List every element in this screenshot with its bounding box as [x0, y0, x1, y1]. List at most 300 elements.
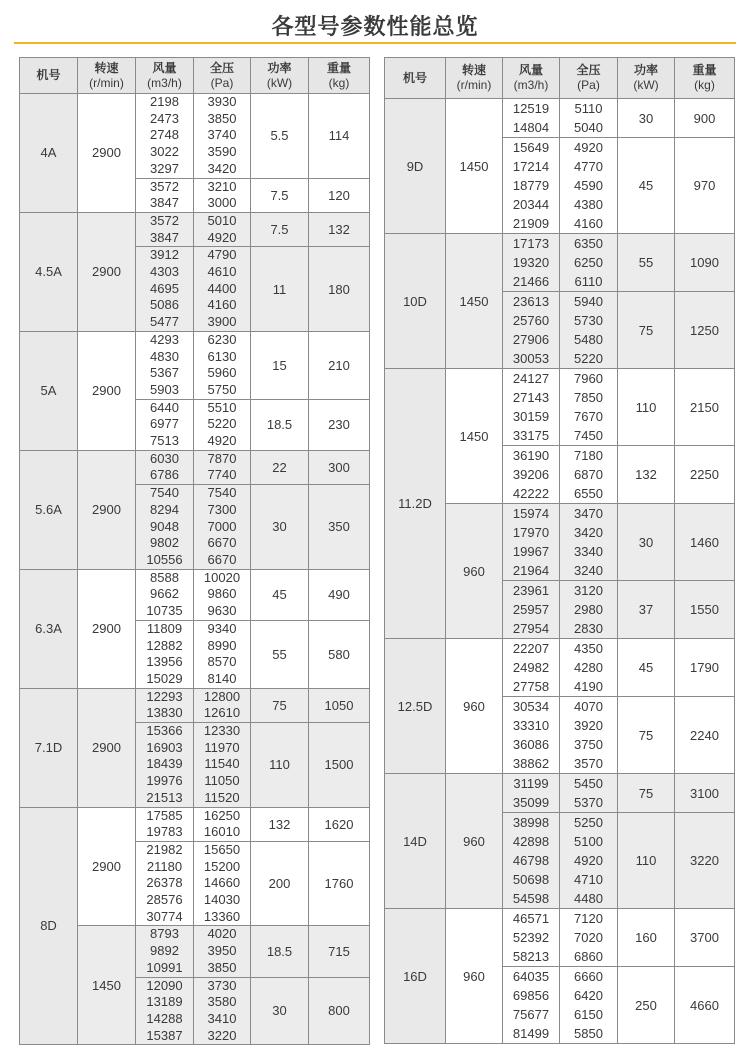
pressure-value: 3750 — [574, 737, 603, 752]
pressure-cell — [194, 247, 251, 332]
flow-value: 50698 — [512, 872, 550, 887]
flow-cell — [136, 178, 194, 212]
flow-value: 15649 — [512, 140, 550, 155]
pressure-value: 5100 — [574, 834, 603, 849]
speed-cell: 2900 — [78, 569, 136, 688]
pressure-value: 4790 — [207, 247, 237, 263]
flow-cell — [503, 581, 560, 639]
column-header — [251, 58, 309, 94]
pressure-value: 13360 — [203, 908, 241, 924]
flow-cell — [503, 813, 560, 909]
pressure-value: 3420 — [207, 160, 237, 176]
pressure-value: 14030 — [203, 892, 241, 908]
pressure-cell — [560, 504, 618, 581]
flow-value: 21982 — [146, 841, 183, 857]
pressure-value: 3580 — [207, 994, 237, 1010]
weight-cell: 1090 — [675, 234, 735, 292]
power-cell: 30 — [618, 99, 675, 138]
pressure-value: 8990 — [207, 637, 237, 653]
table-row — [385, 99, 735, 138]
pressure-value: 5940 — [574, 294, 603, 309]
speed-cell: 1450 — [446, 234, 503, 369]
power-cell: 7.5 — [251, 178, 309, 212]
flow-value: 19976 — [146, 773, 183, 789]
flow-cell — [503, 138, 560, 234]
flow-value: 33310 — [512, 718, 550, 733]
pressure-value: 3730 — [207, 977, 237, 993]
power-cell: 18.5 — [251, 399, 309, 450]
flow-value: 18439 — [146, 756, 183, 772]
flow-value: 69856 — [512, 988, 550, 1003]
pressure-value: 3240 — [574, 563, 603, 578]
pressure-value: 4190 — [574, 679, 603, 694]
flow-value: 2198 — [150, 94, 179, 109]
pressure-value: 6670 — [207, 551, 237, 567]
pressure-value: 5220 — [207, 416, 237, 432]
flow-value: 14288 — [146, 1010, 183, 1026]
flow-value: 2748 — [150, 127, 179, 143]
pressure-cell — [560, 697, 618, 774]
pressure-value: 5250 — [574, 815, 603, 830]
flow-value: 17214 — [512, 159, 550, 174]
flow-value: 11809 — [146, 620, 183, 636]
pressure-value: 5750 — [207, 381, 237, 397]
weight-cell: 2150 — [675, 369, 735, 446]
flow-cell — [136, 485, 194, 570]
table-row — [385, 234, 735, 292]
power-cell: 45 — [251, 569, 309, 620]
column-header — [446, 58, 503, 99]
pressure-value: 14660 — [203, 875, 241, 891]
pressure-value: 4350 — [574, 641, 603, 656]
pressure-cell — [194, 807, 251, 841]
pressure-value: 9630 — [207, 603, 237, 619]
column-header — [20, 58, 78, 94]
speed-cell: 960 — [446, 774, 503, 909]
power-cell: 250 — [618, 967, 675, 1044]
flow-value: 12882 — [146, 637, 183, 653]
flow-value: 14804 — [512, 120, 550, 135]
pressure-value: 7000 — [207, 518, 237, 534]
flow-cell — [136, 841, 194, 926]
pressure-cell — [560, 138, 618, 234]
flow-cell — [136, 926, 194, 977]
column-header-label: 转速 — [94, 60, 119, 75]
power-cell: 15 — [251, 331, 309, 399]
weight-cell: 715 — [309, 926, 370, 977]
power-cell: 7.5 — [251, 212, 309, 246]
model-cell: 8D — [20, 807, 78, 1045]
pressure-cell — [194, 178, 251, 212]
flow-cell — [136, 94, 194, 179]
pressure-cell — [194, 977, 251, 1045]
table-row — [20, 569, 370, 620]
flow-value: 28576 — [146, 892, 183, 908]
pressure-value: 7670 — [574, 409, 603, 424]
weight-cell: 210 — [309, 331, 370, 399]
speed-cell: 2900 — [78, 807, 136, 926]
flow-value: 22207 — [512, 641, 550, 656]
flow-value: 5477 — [150, 314, 179, 330]
pressure-value: 11520 — [204, 789, 240, 805]
flow-cell — [503, 369, 560, 446]
speed-cell: 960 — [446, 909, 503, 1044]
pressure-value: 4280 — [574, 660, 603, 675]
pressure-value: 3950 — [207, 943, 237, 959]
flow-value: 15974 — [512, 506, 550, 521]
pressure-value: 4920 — [574, 140, 603, 155]
column-header-unit: (r/min) — [89, 75, 124, 90]
pressure-value: 4590 — [574, 178, 603, 193]
power-cell: 75 — [618, 292, 675, 369]
flow-value: 17173 — [512, 236, 550, 251]
pressure-cell — [194, 212, 251, 246]
power-cell: 75 — [618, 774, 675, 813]
power-cell: 45 — [618, 138, 675, 234]
flow-value: 35099 — [512, 795, 550, 810]
weight-cell: 580 — [309, 620, 370, 688]
flow-value: 7513 — [150, 433, 179, 449]
flow-cell — [136, 247, 194, 332]
column-header-label: 风量 — [518, 63, 543, 77]
power-cell: 5.5 — [251, 94, 309, 179]
pressure-cell — [560, 99, 618, 138]
flow-cell — [503, 774, 560, 813]
flow-value: 46798 — [512, 853, 550, 868]
pressure-cell — [194, 620, 251, 688]
flow-value: 15387 — [146, 1027, 183, 1043]
column-header — [560, 58, 618, 99]
column-header — [136, 58, 194, 94]
pressure-value: 3570 — [574, 756, 603, 771]
flow-cell — [503, 639, 560, 697]
power-cell: 18.5 — [251, 926, 309, 977]
speed-cell: 1450 — [446, 99, 503, 234]
power-cell: 110 — [618, 813, 675, 909]
model-cell: 12.5D — [385, 639, 446, 774]
pressure-cell — [560, 581, 618, 639]
pressure-value: 7540 — [207, 485, 237, 501]
column-header-label: 全压 — [209, 60, 234, 75]
flow-value: 25957 — [512, 602, 550, 617]
flow-cell — [503, 99, 560, 138]
weight-cell: 2250 — [675, 446, 735, 504]
column-header — [78, 58, 136, 94]
pressure-value: 8140 — [207, 670, 237, 686]
header-row — [20, 58, 370, 94]
flow-value: 26378 — [146, 875, 183, 891]
flow-cell — [503, 292, 560, 369]
pressure-value: 3920 — [574, 718, 603, 733]
flow-value: 9048 — [150, 518, 179, 534]
table-row — [20, 807, 370, 841]
model-cell: 5A — [20, 331, 78, 450]
power-cell: 30 — [618, 504, 675, 581]
pressure-value: 5040 — [574, 120, 603, 135]
header-row — [385, 58, 735, 99]
pressure-value: 7960 — [574, 371, 603, 386]
flow-value: 15366 — [146, 723, 183, 739]
flow-value: 4303 — [150, 264, 179, 280]
weight-cell: 230 — [309, 399, 370, 450]
weight-cell: 132 — [309, 212, 370, 246]
pressure-value: 11050 — [204, 773, 240, 789]
power-cell: 110 — [618, 369, 675, 446]
pressure-value: 7870 — [207, 450, 237, 466]
flow-value: 33175 — [512, 428, 550, 443]
power-cell: 110 — [251, 723, 309, 808]
flow-value: 3572 — [150, 212, 179, 228]
model-cell: 10D — [385, 234, 446, 369]
pressure-value: 6250 — [574, 255, 603, 270]
column-header-label: 全压 — [576, 63, 601, 77]
weight-cell: 1050 — [309, 688, 370, 722]
flow-value: 12090 — [146, 977, 183, 993]
pressure-cell — [194, 841, 251, 926]
pressure-value: 9340 — [207, 620, 237, 636]
column-header-unit: (kg) — [694, 78, 715, 92]
pressure-cell — [560, 234, 618, 292]
pressure-value: 4160 — [574, 216, 603, 231]
power-cell: 30 — [251, 977, 309, 1045]
pressure-value: 7300 — [207, 501, 237, 517]
flow-value: 3912 — [150, 247, 179, 263]
pressure-value: 4070 — [574, 699, 603, 714]
table-body — [385, 99, 735, 1044]
pressure-cell — [560, 967, 618, 1044]
flow-value: 9892 — [150, 943, 179, 959]
column-header-label: 机号 — [36, 68, 61, 82]
pressure-value: 11540 — [204, 756, 240, 772]
pressure-value: 3220 — [207, 1027, 237, 1043]
flow-value: 19320 — [512, 255, 550, 270]
pressure-cell — [194, 450, 251, 484]
pressure-cell — [560, 813, 618, 909]
table-body — [20, 94, 370, 1045]
table-row — [385, 639, 735, 697]
speed-cell: 2900 — [78, 450, 136, 569]
flow-value: 12519 — [512, 101, 550, 116]
flow-cell — [136, 399, 194, 450]
weight-cell: 900 — [675, 99, 735, 138]
pressure-value: 9860 — [207, 586, 237, 602]
pressure-value: 3590 — [207, 144, 237, 160]
pressure-value: 16010 — [203, 824, 241, 840]
weight-cell: 3220 — [675, 813, 735, 909]
power-cell: 75 — [251, 688, 309, 722]
flow-value: 30159 — [512, 409, 550, 424]
flow-cell — [136, 807, 194, 841]
pressure-value: 5510 — [207, 399, 237, 415]
flow-value: 5086 — [150, 297, 179, 313]
pressure-value: 7450 — [574, 428, 603, 443]
weight-cell: 1460 — [675, 504, 735, 581]
weight-cell: 800 — [309, 977, 370, 1045]
flow-value: 75677 — [512, 1007, 550, 1022]
model-cell: 14D — [385, 774, 446, 909]
flow-value: 42898 — [512, 834, 550, 849]
flow-value: 6440 — [150, 399, 179, 415]
flow-value: 16903 — [146, 739, 183, 755]
model-cell: 4.5A — [20, 212, 78, 331]
pressure-cell — [560, 909, 618, 967]
pressure-value: 15650 — [203, 841, 241, 857]
flow-cell — [136, 688, 194, 722]
pressure-value: 3470 — [574, 506, 603, 521]
pressure-value: 7740 — [207, 467, 237, 483]
column-header — [675, 58, 735, 99]
flow-value: 21180 — [146, 858, 183, 874]
title-underline — [14, 42, 736, 44]
table-row — [20, 450, 370, 484]
weight-cell: 1550 — [675, 581, 735, 639]
model-cell: 4A — [20, 94, 78, 213]
speed-cell: 2900 — [78, 94, 136, 213]
flow-value: 81499 — [512, 1026, 550, 1041]
flow-cell — [136, 723, 194, 808]
flow-value: 12293 — [146, 688, 183, 704]
flow-value: 2473 — [150, 110, 179, 126]
column-header-unit: (Pa) — [210, 75, 234, 90]
flow-value: 27143 — [512, 390, 550, 405]
speed-cell: 2900 — [78, 212, 136, 331]
pressure-value: 5850 — [574, 1026, 603, 1041]
pressure-value: 7120 — [574, 911, 603, 926]
flow-value: 58213 — [512, 949, 550, 964]
weight-cell: 1760 — [309, 841, 370, 926]
column-header-label: 机号 — [402, 70, 427, 85]
column-header-unit: (m3/h) — [147, 75, 182, 90]
pressure-value: 3930 — [207, 94, 237, 109]
pressure-cell — [560, 446, 618, 504]
flow-value: 24982 — [512, 660, 550, 675]
power-cell: 55 — [251, 620, 309, 688]
pressure-value: 7180 — [574, 448, 603, 463]
flow-value: 18779 — [512, 178, 550, 193]
flow-value: 3297 — [150, 160, 179, 176]
pressure-value: 12800 — [203, 688, 241, 704]
pressure-cell — [194, 926, 251, 977]
column-header — [385, 58, 446, 99]
flow-value: 38998 — [512, 815, 550, 830]
column-header-unit: (r/min) — [456, 78, 492, 92]
power-cell: 37 — [618, 581, 675, 639]
weight-cell: 1500 — [309, 723, 370, 808]
pressure-value: 3850 — [207, 959, 237, 975]
power-cell: 55 — [618, 234, 675, 292]
flow-value: 10991 — [146, 959, 183, 975]
flow-value: 4830 — [150, 348, 179, 364]
weight-cell: 300 — [309, 450, 370, 484]
flow-cell — [503, 909, 560, 967]
speed-cell: 2900 — [78, 688, 136, 807]
flow-value: 3022 — [150, 144, 179, 160]
pressure-value: 15200 — [203, 858, 241, 874]
flow-value: 6786 — [150, 467, 179, 483]
pressure-value: 2830 — [574, 621, 603, 636]
flow-value: 36086 — [512, 737, 550, 752]
pressure-value: 10020 — [203, 569, 241, 585]
flow-value: 5903 — [150, 381, 179, 397]
pressure-value: 4770 — [574, 159, 603, 174]
pressure-cell — [194, 399, 251, 450]
pressure-cell — [560, 369, 618, 446]
pressure-value: 4400 — [207, 280, 237, 296]
pressure-cell — [194, 723, 251, 808]
flow-value: 30534 — [512, 699, 550, 714]
flow-cell — [136, 569, 194, 620]
pressure-value: 6350 — [574, 236, 603, 251]
pressure-value: 6110 — [574, 274, 603, 289]
pressure-value: 3340 — [574, 544, 603, 559]
column-header-unit: (Pa) — [577, 78, 600, 92]
flow-value: 3847 — [150, 195, 179, 211]
pressure-value: 4920 — [574, 853, 603, 868]
pressure-value: 4920 — [207, 433, 237, 449]
column-header-unit: (kg) — [328, 75, 350, 90]
pressure-cell — [194, 331, 251, 399]
flow-value: 17970 — [512, 525, 550, 540]
flow-value: 4293 — [150, 331, 179, 347]
flow-value: 46571 — [512, 911, 550, 926]
flow-value: 10735 — [146, 603, 183, 619]
table-row — [385, 774, 735, 813]
flow-value: 20344 — [512, 197, 550, 212]
spec-table-right — [384, 57, 735, 1044]
speed-cell: 2900 — [78, 331, 136, 450]
column-header-label: 转速 — [461, 63, 486, 77]
pressure-value: 3410 — [207, 1010, 237, 1026]
flow-value: 19783 — [146, 824, 183, 840]
flow-value: 25760 — [512, 313, 550, 328]
pressure-value: 4380 — [574, 197, 603, 212]
flow-value: 36190 — [512, 448, 550, 463]
pressure-value: 3850 — [207, 110, 237, 126]
flow-value: 19967 — [512, 544, 550, 559]
column-header-label: 风量 — [152, 60, 177, 75]
pressure-value: 4160 — [207, 297, 237, 313]
column-header-label: 重量 — [326, 60, 351, 75]
flow-value: 13956 — [146, 654, 183, 670]
weight-cell: 114 — [309, 94, 370, 179]
column-header-label: 功率 — [267, 60, 292, 75]
model-cell: 9D — [385, 99, 446, 234]
pressure-value: 5450 — [574, 776, 603, 791]
flow-value: 31199 — [513, 776, 549, 791]
flow-cell — [136, 977, 194, 1045]
flow-cell — [503, 697, 560, 774]
speed-cell: 1450 — [78, 926, 136, 1045]
pressure-value: 6150 — [574, 1007, 603, 1022]
page-title: 各型号参数性能总览 — [271, 15, 479, 40]
pressure-value: 4480 — [574, 891, 603, 906]
power-cell: 200 — [251, 841, 309, 926]
table-row — [20, 688, 370, 722]
pressure-value: 5110 — [574, 101, 603, 116]
pressure-value: 5960 — [207, 365, 237, 381]
flow-value: 4695 — [150, 280, 179, 296]
pressure-value: 3120 — [574, 583, 603, 598]
flow-value: 38862 — [512, 756, 550, 771]
column-header — [194, 58, 251, 94]
pressure-value: 6420 — [574, 988, 603, 1003]
pressure-cell — [194, 688, 251, 722]
flow-value: 17585 — [146, 807, 183, 823]
pressure-value: 12330 — [203, 723, 241, 739]
table-row — [385, 369, 735, 446]
table-row — [385, 909, 735, 967]
flow-value: 9662 — [150, 586, 179, 602]
